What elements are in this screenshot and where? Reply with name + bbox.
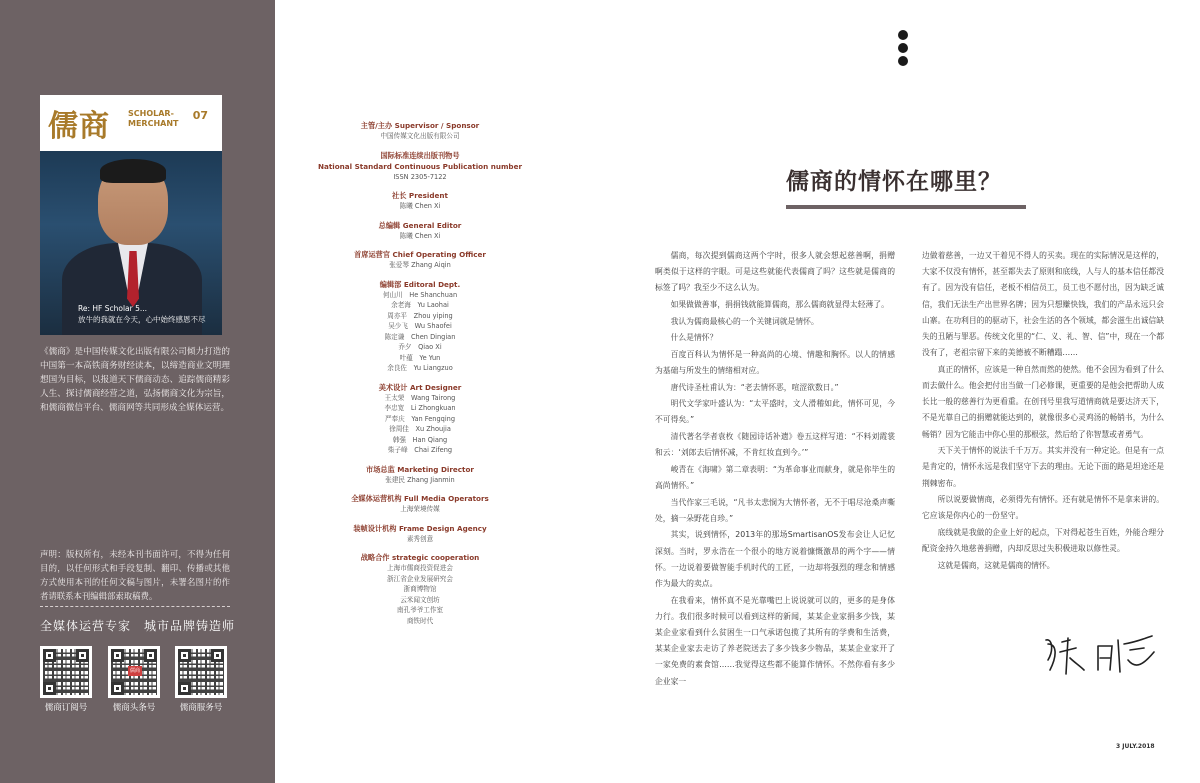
credit-member: 浙商博物馆 [403,585,437,593]
paragraph: 峻青在《海啸》第二章表明：“为革命事业而献身，就是你毕生的高尚情怀。” [655,464,895,490]
paragraph: 我认为儒商最核心的一个关键词就是情怀。 [670,316,819,326]
title-underline [786,205,1026,209]
paragraph: 当代作家三毛说，“凡书太悲悯为大情怀者，无不于唱尽沧桑声嘶处，摘一朵野花自珍。” [655,497,895,523]
paragraph: 在我看来，情怀真不是光靠嘴巴上说说就可以的，更多的是身体力行。我们很多时候可以看到这样的新闻，某某企业家捐多少钱，某某企业家看到什么贫困生一口气承诺包揽了其所有的学费和生活费，某某企业家去走访了养老院送去了多少钱多少物品，某某企业家开了一家免费的素食馆……我觉得这些都不能算作情怀。不然你看有多少企业家一 [655,595,895,686]
qr-pattern [178,649,224,695]
credit-value: 素秀创意 [406,534,434,543]
credit-member: 李忠宽 Li Zhongkuan [384,404,456,412]
slogan: 全媒体运营专家 城市品牌铸造师 [40,619,236,633]
credit-title: 主管/主办 Supervisor / Sponsor [360,121,480,130]
credit-art-designer [310,382,530,456]
credit-marketing [310,464,530,486]
cover-english-title [128,109,179,129]
credit-value: 陈曦 Chen Xi [399,231,441,240]
qr-eye [178,682,191,695]
cover-issue-number: 07 [192,109,208,122]
cover-en-line2: MERCHANT [128,119,179,128]
dot [898,56,908,66]
credit-editorial-dept [310,279,530,374]
paragraph: 儒商，每次提到儒商这两个字时，很多人就会想起慈善啊，捐赠啊类似于这样的字眼。可是这些就能代表儒商了吗？这些就是儒商的标签了吗？我至少不这么认为。 [655,251,895,293]
credit-general-editor [310,220,530,242]
qr-eye [178,649,191,662]
credit-member: 叶蕴 Ye Yun [399,353,441,362]
credit-member: 陈定谦 Chen Dingian [384,332,456,341]
credit-member: 余老海 Yu Laohai [391,301,449,309]
article-column-left [655,248,895,690]
credit-value: ISSN 2305-7122 [393,172,447,181]
credit-member: 商铁时代 [406,616,434,625]
credit-member: 吴少飞 Wu Shaofei [388,322,452,330]
article-column-right [922,248,1164,574]
credit-value: 上海荣境传媒 [400,505,440,513]
credit-sponsor [310,120,530,142]
qr-label-subscription: 儒商订阅号 [44,703,88,713]
paragraph: 天下关于情怀的说法千千万万。其实并没有一种定论。但是有一点是肯定的，情怀永远是我们坚守下去的理由。无论下面的路是坦途还是荆棘密布。 [922,446,1164,488]
qr-eye [111,682,124,695]
credit-title: 装帧设计机构 Frame Design Agency [353,523,487,533]
magazine-cover[interactable] [40,95,222,335]
credit-member: 乔夕 Qiao Xi [398,343,442,351]
dot [898,43,908,53]
paragraph: 什么是情怀？ [670,333,718,343]
credit-member: 严奉庆 Yan Fengqing [384,414,456,423]
qr-pattern [43,649,89,695]
paragraph: 所以说要做情商，必须得先有情怀。还有就是情怀不是拿来讲的。它应该是你内心的一份坚守。 [922,495,1164,521]
paragraph: 百度百科认为情怀是一种高尚的心境、情趣和胸怀。以人的情感为基础与所发生的情绪相对应。 [655,349,895,375]
credit-member: 韩强 Han Qiang [392,435,448,444]
qr-eye [43,649,56,662]
cover-caption [78,303,218,325]
copyright-notice: 声明：版权所有，未经本刊书面许可，不得为任何目的，以任何形式和手段复制、翻印、传播或其他方式使用本刊的任何文稿与图片，未署名图片的作者请联系本刊编辑部索取稿费。 [40,549,230,601]
credit-value: 张建民 Zhang Jianmin [385,475,455,484]
cover-photo [40,151,222,335]
qr-label-headlines: 儒商头条号 [112,703,156,713]
credit-title: 全媒体运营机构 Full Media Operators [351,494,489,503]
cover-caption-line2: 放牛的我就在今天，心中始终感恩不尽 [78,315,206,324]
credit-member: 浙江省企业发展研究会 [387,574,453,583]
cover-masthead [40,95,222,151]
paragraph: 其实，说到情怀，2013年的那场SmartisanOS发布会让人记忆深刻。当时，罗永浩在一个很小的地方说着慷慨激昂的两个字——情怀。一边说着要做智能手机时代的工匠，一边却将强烈的理念和情感作为最大的卖点。 [655,530,895,588]
credit-title: 美术设计 Art Designer [378,382,462,392]
credit-member: 云米闻文创坊 [400,595,440,604]
credit-media-operators [310,493,530,515]
credit-title-en: National Standard Continuous Publication number [317,161,522,171]
qr-eye [111,649,124,662]
credit-member: 余良佐 Yu Liangzuo [387,364,453,372]
qr-code-service[interactable] [175,646,227,698]
page-footer: 3 JULY.2018 [1116,743,1155,750]
paragraph: 这就是儒商，这就是儒商的情怀。 [937,560,1055,570]
credit-president [310,190,530,212]
paragraph: 唐代诗圣杜甫认为：“老去情怀恶，喧涩欲数日。” [670,382,839,392]
credit-member: 周亦平 Zhou yiping [387,311,453,320]
paragraph: 如果做做善事，捐捐钱就能算儒商，那么儒商就显得太轻薄了。 [670,300,889,309]
qr-eye [76,649,89,662]
credit-member: 徐周佳 Xu Zhoujia [389,425,451,433]
qr-eye [43,682,56,695]
credit-cooperation [310,552,530,626]
paragraph: 明代文学家叶盛认为：“太平盛时，文人滑稽如此，情怀可见，今不可得矣。” [655,399,895,425]
magazine-intro: 《儒商》是中国传媒文化出版有限公司倾力打造的中国第一本高铁商务财经读本，以缔造商业文明理想国为目标，以报道天下儒商动态、追踪儒商精彩人生、探讨儒商经营之道，弘扬儒商文化为宗旨，和儒商微信平台、儒商网等共同形成全媒体运营。 [40,347,230,413]
credit-title: 编辑部 Editoral Dept. [379,279,461,289]
credit-title: 国际标准连续出版刊物号 [380,150,460,160]
credit-issn [310,150,530,183]
credit-title: 战略合作 strategic cooperation [360,553,480,562]
credit-title: 社长 President [392,191,448,200]
credit-value: 陈曦 Chen Xi [399,202,441,210]
left-panel [0,0,275,783]
article-title: 儒商的情怀在哪里？ [786,169,1002,195]
paragraph: 底线就是我做的企业上好的起点，下对得起苍生百姓，外能合理分配资金持久地慈善捐赠，内却反思过失积极进取以修性灵。 [922,528,1164,554]
credit-member: 何山川 He Shanchuan [382,290,458,299]
credit-member: 柴子峰 Chai Zifeng [387,446,453,454]
credit-title: 总编辑 General Editor [378,220,462,230]
qr-code-headlines[interactable] [108,646,160,698]
paragraph: 边做着慈善，一边又干着见不得人的买卖。现在的实际情况是这样的，大家不仅没有情怀，甚至都失去了原则和底线，人与人的基本信任都没有了。因为没有信任，老板不相信员工，员工也不愿付出，因为缺乏诚信，我们无法生产出世界名牌；因为只想赚快钱，我们的产品永远只会山寨。在功利目的的驱动下，社会生活的各个领域，都会滋生出诚信缺失的丑陋与罪恶。传统文化里的“仁、义、礼、智、信”中，现在一个都没有了，老祖宗留下来的美德被不断糟蹋…… [922,251,1164,358]
paragraph: 清代著名学者袁枚《随园诗话补遗》卷五这样写道：“不料刘霞裳和云：‘刘郎去后情怀减，不肯红妆直到今。’” [655,431,895,458]
dot [898,30,908,40]
credit-value: 张爱琴 Zhang Aiqin [389,261,451,269]
qr-pattern [111,649,157,695]
credit-title: 首席运营官 Chief Operating Officer [354,250,486,259]
qr-label-service: 儒商服务号 [179,703,223,713]
divider [40,606,230,607]
cover-hair [100,159,166,183]
credit-member: 上海市儒商投资促进会 [387,564,453,572]
cover-caption-line1: Re: HF Scholar 5... [78,304,148,313]
qr-eye [144,649,157,662]
credit-frame-design [310,523,530,545]
cover-en-line1: SCHOLAR- [128,109,174,118]
qr-code-subscription[interactable] [40,646,92,698]
credit-member: 王太荣 Wang Tairong [384,393,456,402]
credit-member: 南孔爷爷工作室 [396,606,444,614]
paragraph: 真正的情怀，应该是一种自然而然的使然。他不会因为看到了什么而去做什么。他会把付出当做一门必修课，更重要的是他会把帮助人成长比一般的慈善行为更看重。在创刊号里我写道情商就是要达济天下，不是光靠自己的捐赠就能达到的，就像很多心灵鸡汤的畅销书，为什么畅销？因为它能击中你心里的那根弦，然后给了你智慧或者勇气。 [922,364,1164,439]
author-signature [1040,630,1160,678]
qr-badge: 儒商 [129,668,140,674]
credit-title: 市场总监 Marketing Director [366,464,474,474]
cover-logo: 儒商 [48,109,110,144]
credit-coo [310,249,530,271]
masthead-credits [310,120,530,634]
ellipsis-dots-icon [898,30,908,69]
credit-value: 中国传媒文化出版有限公司 [380,132,460,140]
qr-eye [211,649,224,662]
